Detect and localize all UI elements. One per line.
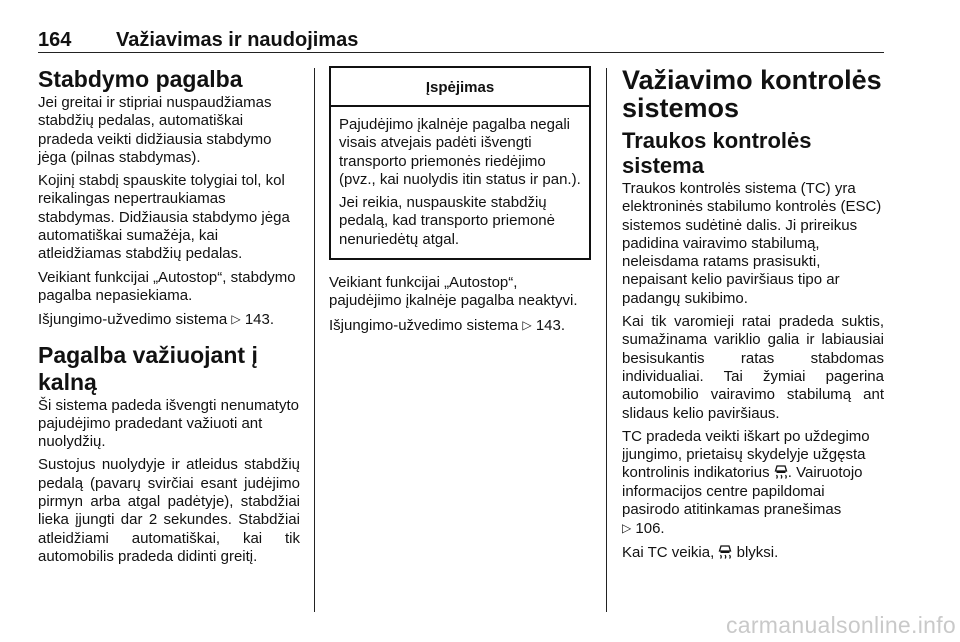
paragraph: Kojinį stabdį spauskite tolygiai tol, kol reikalingas nepertraukiamas stabdymas. Didžiausia stabdymo jėga automatiškai sumažėja, kai atleidžiamas stabdžių pedalas. xyxy=(38,172,290,263)
page-reference-link[interactable]: 143. xyxy=(535,316,566,334)
page-number: 164 xyxy=(38,29,72,51)
warning-title: Įspėjimas xyxy=(331,68,589,107)
reference-text: Išjungimo-užvedimo sistema xyxy=(38,311,228,329)
paragraph: Traukos kontrolės sistema (TC) yra elektroninės stabilumo kontrolės (ESC) sistemos sudėtinė dalis. Ji prireikus padidina vairavimo stabilumą, neleisdama ratams prasisukti, nepaisant kelio paviršiaus tipo ar padangų sukibimo. xyxy=(622,180,882,307)
paragraph-reference xyxy=(38,310,300,329)
page-reference-link[interactable]: 106. xyxy=(635,520,665,538)
column-left xyxy=(38,66,300,571)
paragraph: Veikiant funkcijai „Autostop“, stabdymo pagalba nepasiekiama. xyxy=(38,268,296,304)
traction-control-icon xyxy=(774,464,788,482)
triangle-right-icon: ▷ xyxy=(622,521,632,536)
column-right xyxy=(622,66,884,567)
paragraph xyxy=(622,428,884,539)
paragraph-text: TC pradeda veikti iškart po uždegimo įjungimo, prietaisų skydelyje užgęsta kontrolinis indikatorius xyxy=(622,427,870,482)
paragraph-text: . Vairuotojo informacijos centre papildomai pasirodo atitinkamas pranešimas xyxy=(622,464,863,519)
page-header xyxy=(38,26,884,53)
paragraph-text: blyksi. xyxy=(736,543,779,561)
warning-paragraph: Jei reikia, nuspauskite stabdžių pedalą, kad transporto priemonė nenuriedėtų atgal. xyxy=(339,194,555,248)
triangle-right-icon: ▷ xyxy=(522,317,532,332)
paragraph: Jei greitai ir stipriai nuspaudžiamas stabdžių pedalas, automatiškai pradeda veikti didžiausia stabdymo jėga (pilnas stabdymas). xyxy=(38,94,272,166)
column-divider xyxy=(606,68,607,612)
paragraph: Veikiant funkcijai „Autostop“, pajudėjimo įkalnėje pagalba neaktyvi. xyxy=(329,274,578,310)
column-divider xyxy=(314,68,315,612)
paragraph xyxy=(622,544,884,562)
paragraph-reference xyxy=(329,316,591,335)
heading-hill-start-assist: Pagalba važiuojant į kalną xyxy=(38,341,258,395)
warning-box xyxy=(329,66,591,260)
heading-traction-control: Traukos kontrolės sistema xyxy=(622,128,812,178)
chapter-title: Važiavimas ir naudojimas xyxy=(116,29,359,51)
paragraph: Kai tik varomieji ratai pradeda suktis, sumažinama variklio galia ir labiausiai besisukantis ratas stabdomas individualiai. Tai žymiai pagerina automobilio vairavimo stabilumą ant slidaus kelio paviršiaus. xyxy=(622,313,884,422)
warning-paragraph: Pajudėjimo įkalnėje pagalba negali visais atvejais padėti išvengti transporto priemonės riedėjimo (pvz., kai nuolydis itin status ir pan.). xyxy=(339,116,581,188)
triangle-right-icon: ▷ xyxy=(231,312,241,327)
column-middle xyxy=(329,66,591,340)
reference-text: Išjungimo-užvedimo sistema xyxy=(329,316,519,334)
watermark: carmanualsonline.info xyxy=(725,612,956,638)
page-reference-link[interactable]: 143. xyxy=(244,311,275,329)
heading-brake-assist: Stabdymo pagalba xyxy=(38,66,243,92)
paragraph-text: Kai TC veikia, xyxy=(622,543,715,561)
traction-control-icon xyxy=(718,544,732,562)
heading-driving-control-systems: Važiavimo kontrolės sistemos xyxy=(622,65,882,123)
warning-body xyxy=(331,107,589,258)
paragraph: Ši sistema padeda išvengti nenumatyto pajudėjimo pradedant važiuoti ant nuolydžių. xyxy=(38,396,299,451)
paragraph: Sustojus nuolydyje ir atleidus stabdžių pedalą (pavarų svirčiai esant judėjimo pirmyn arba atgal padėtyje), stabdžiai lieka įjungti dar 2 sekundes. Stabdžiai atleidžiami automatiškai, kai tik automobilis pradeda didinti greitį. xyxy=(38,456,300,565)
